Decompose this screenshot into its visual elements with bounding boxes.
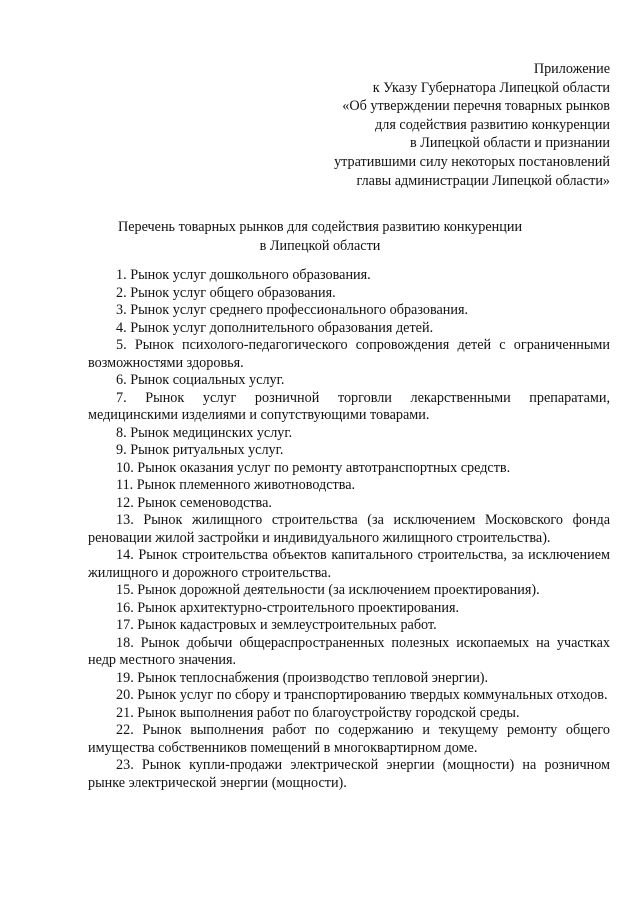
annex-line: в Липецкой области и признании	[409, 135, 610, 152]
document-title	[110, 218, 530, 255]
list-item: 23. Рынок купли-продажи электрической энергии (мощности) на розничном рынке электрической энергии (мощности).	[88, 757, 610, 791]
list-item: 9. Рынок ритуальных услуг.	[116, 442, 284, 458]
document-title-line-2: в Липецкой области	[259, 237, 381, 254]
list-item: 16. Рынок архитектурно-строительного проектирования.	[116, 599, 460, 616]
list-item: 7. Рынок услуг розничной торговли лекарственными препаратами, медицинскими изделиями и сопутствующими товарами.	[88, 389, 610, 423]
list-item: 18. Рынок добычи общераспространенных полезных ископаемых на участках недр местного значения.	[88, 634, 610, 668]
annex-line: для содействия развитию конкуренции	[375, 116, 610, 133]
list-item: 5. Рынок психолого-педагогического сопровождения детей с ограниченными возможностями здоровья.	[88, 337, 610, 371]
market-list	[88, 267, 610, 792]
annex-line: утратившими силу некоторых постановлений	[334, 153, 610, 170]
list-item: 15. Рынок дорожной деятельности (за исключением проектирования).	[116, 582, 540, 598]
list-item: 1. Рынок услуг дошкольного образования.	[116, 267, 371, 283]
list-item: 22. Рынок выполнения работ по содержанию и текущему ремонту общего имущества собственников помещений в многоквартирном доме.	[88, 722, 610, 756]
list-item: 13. Рынок жилищного строительства (за исключением Московского фонда реновации жилой застройки и индивидуального жилищного строительства).	[88, 512, 610, 546]
list-item: 21. Рынок выполнения работ по благоустройству городской среды.	[116, 704, 520, 721]
annex-line: Приложение	[533, 61, 610, 77]
list-item: 14. Рынок строительства объектов капитального строительства, за исключением жилищного и дорожного строительства.	[88, 547, 610, 581]
list-item: 11. Рынок племенного животноводства.	[116, 477, 356, 493]
list-item: 10. Рынок оказания услуг по ремонту автотранспортных средств.	[116, 459, 511, 476]
list-item: 2. Рынок услуг общего образования.	[116, 284, 336, 301]
annex-line: к Указу Губернатора Липецкой области	[372, 79, 610, 96]
list-item: 19. Рынок теплоснабжения (производство тепловой энергии).	[116, 669, 489, 686]
document-title-line-1: Перечень товарных рынков для содействия развитию конкуренции	[117, 219, 523, 235]
list-item: 17. Рынок кадастровых и землеустроительных работ.	[116, 617, 437, 633]
list-item: 8. Рынок медицинских услуг.	[116, 424, 293, 441]
list-item: 4. Рынок услуг дополнительного образования детей.	[116, 319, 434, 336]
list-item: 12. Рынок семеноводства.	[116, 494, 272, 511]
annex-header	[250, 60, 610, 190]
annex-line: «Об утверждении перечня товарных рынков	[342, 98, 610, 115]
list-item: 3. Рынок услуг среднего профессионального образования.	[116, 302, 469, 318]
list-item: 20. Рынок услуг по сбору и транспортированию твердых коммунальных отходов.	[116, 687, 608, 703]
annex-line: главы администрации Липецкой области»	[356, 172, 610, 189]
list-item: 6. Рынок социальных услуг.	[116, 372, 285, 388]
